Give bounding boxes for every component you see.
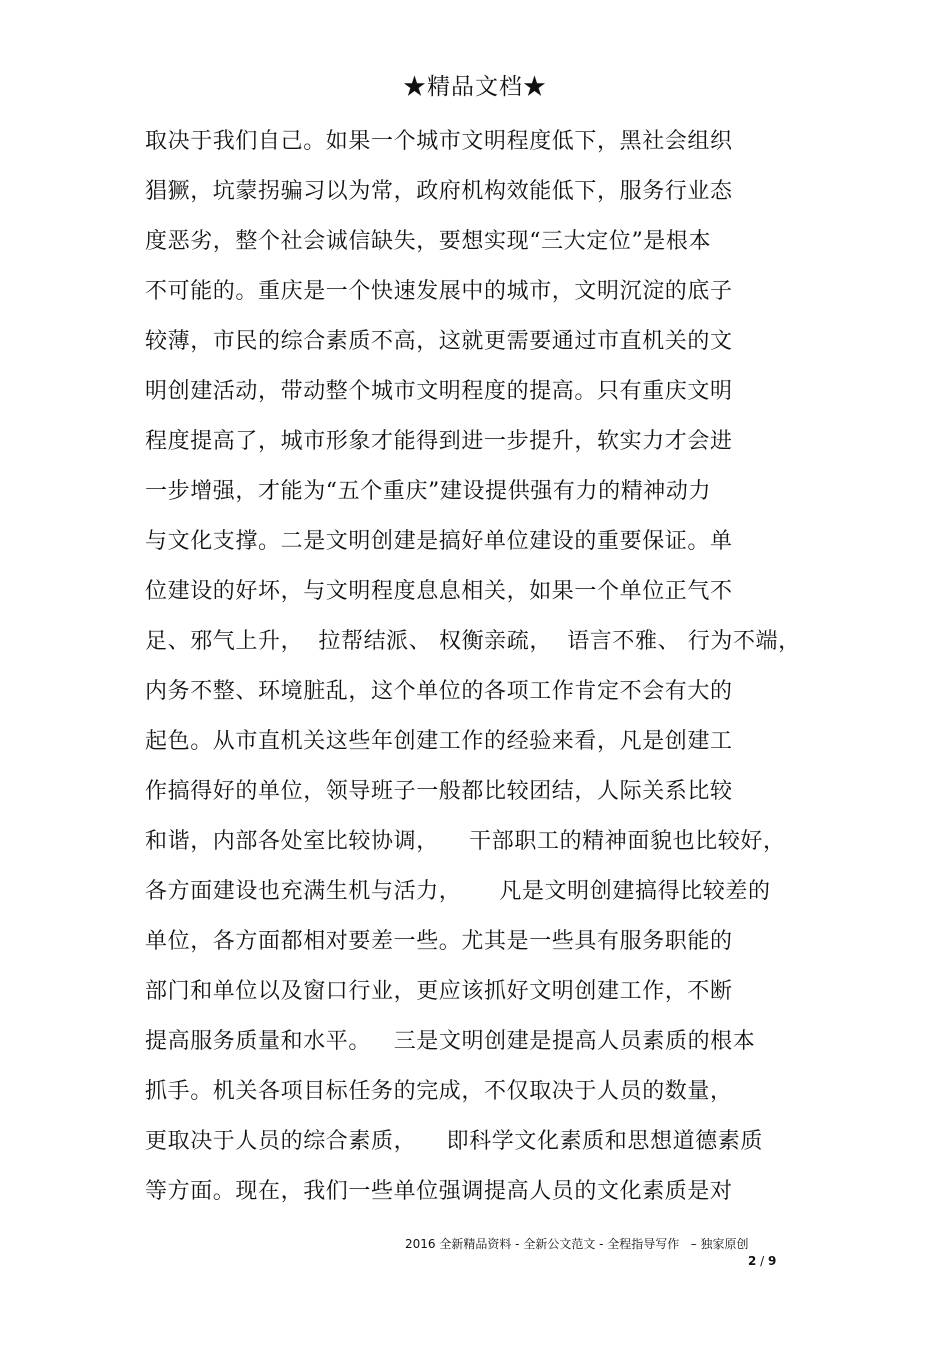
body-text-line: 程度提高了，城市形象才能得到进一步提升，软实力才会进	[145, 429, 733, 454]
body-text-line: 与文化支撑。二是文明创建是搞好单位建设的重要保证。单	[145, 529, 733, 554]
body-text-line: 位建设的好坏，与文明程度息息相关，如果一个单位正气不	[145, 579, 733, 604]
footer-note: 2016 全新精品资料 - 全新公文范文 - 全程指导写作 – 独家原创	[405, 1237, 749, 1251]
body-text-line: 等方面。现在，我们一些单位强调提高人员的文化素质是对	[145, 1179, 733, 1204]
body-text-line: 和谐，内部各处室比较协调， 干部职工的精神面貌也比较好，	[145, 829, 786, 854]
body-text-line: 内务不整、环境脏乱，这个单位的各项工作肯定不会有大的	[145, 679, 733, 704]
body-text-line: 度恶劣，整个社会诚信缺失，要想实现“三大定位”是根本	[145, 229, 712, 254]
page-current: 2	[748, 1254, 757, 1268]
body-text-line: 单位，各方面都相对要差一些。尤其是一些具有服务职能的	[145, 929, 733, 954]
body-text-line: 较薄，市民的综合素质不高，这就更需要通过市直机关的文	[145, 329, 733, 354]
page-number	[748, 1253, 776, 1269]
body-text-line: 明创建活动，带动整个城市文明程度的提高。只有重庆文明	[145, 379, 733, 404]
document-body	[145, 124, 805, 1224]
page-separator: /	[756, 1254, 769, 1268]
body-text-line: 抓手。机关各项目标任务的完成，不仅取决于人员的数量，	[145, 1079, 733, 1104]
body-text-line: 作搞得好的单位，领导班子一般都比较团结，人际关系比较	[145, 779, 733, 804]
body-text-line: 起色。从市直机关这些年创建工作的经验来看，凡是创建工	[145, 729, 733, 754]
body-text-line: 提高服务质量和水平。 三是文明创建是提高人员素质的根本	[145, 1029, 756, 1054]
page-header-title: ★精品文档★	[403, 74, 547, 100]
body-text-line: 取决于我们自己。如果一个城市文明程度低下，黑社会组织	[145, 129, 733, 154]
body-text-line: 足、邪气上升， 拉帮结派、 权衡亲疏， 语言不雅、 行为不端，	[145, 629, 801, 654]
body-text-line: 各方面建设也充满生机与活力， 凡是文明创建搞得比较差的	[145, 879, 771, 904]
body-text-line: 一步增强，才能为“五个重庆”建设提供强有力的精神动力	[145, 479, 712, 504]
body-text-line: 不可能的。重庆是一个快速发展中的城市，文明沉淀的底子	[145, 279, 733, 304]
page-total: 9	[768, 1254, 777, 1268]
body-text-line: 更取决于人员的综合素质， 即科学文化素质和思想道德素质	[145, 1129, 763, 1154]
body-text-line: 猖獗，坑蒙拐骗习以为常，政府机构效能低下，服务行业态	[145, 179, 733, 204]
body-text-line: 部门和单位以及窗口行业，更应该抓好文明创建工作，不断	[145, 979, 733, 1004]
